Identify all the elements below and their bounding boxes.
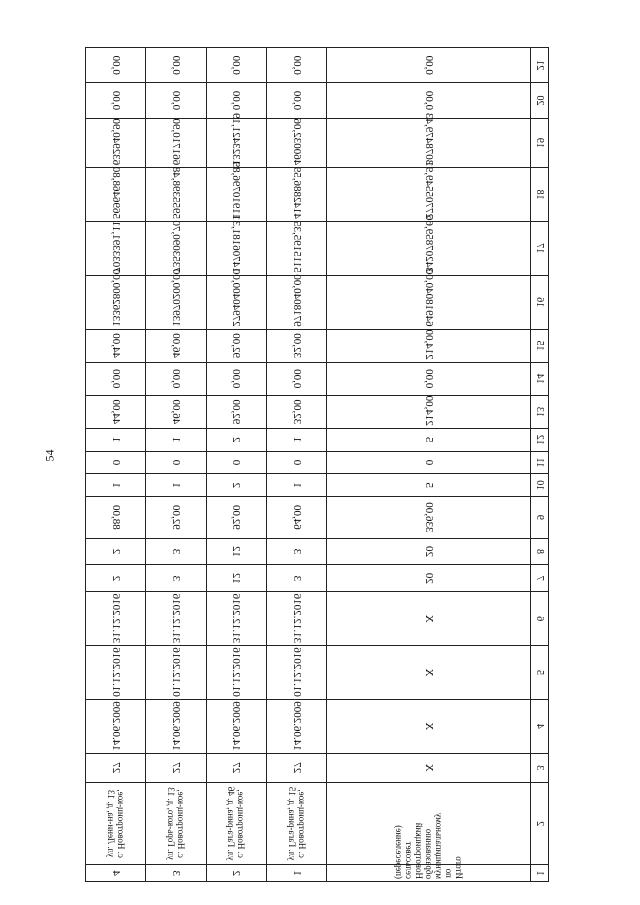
cell-col-13: 44,00: [86, 395, 146, 428]
cell-col-7: 12: [206, 565, 266, 592]
cell-col-19: 632940,90: [86, 118, 146, 168]
column-number-3: 3: [531, 753, 549, 782]
cell-col-15: 32,00: [266, 329, 326, 362]
cell-col-4: 14.06.2009: [266, 699, 326, 753]
column-number-21: 21: [531, 48, 549, 83]
column-number-20: 20: [531, 83, 549, 118]
cell-col-13: 46,00: [146, 395, 206, 428]
cell-col-12: 1: [86, 428, 146, 451]
cell-col-7: 2: [86, 565, 146, 592]
table-row: [146, 48, 206, 882]
cell-col-8: 3: [266, 538, 326, 565]
cell-col-9: 92,00: [206, 497, 266, 538]
cell-col-12: 1: [146, 428, 206, 451]
cell-col-17: 7033391,11: [86, 222, 146, 276]
cell-col-21: 0,00: [146, 48, 206, 83]
column-number-8: 8: [531, 538, 549, 565]
cell-col-4: 14.06.2009: [146, 699, 206, 753]
cell-col-20: 0,00: [327, 83, 531, 118]
cell-col-16: 64918040,00: [327, 275, 531, 329]
cell-col-15: 92,00: [206, 329, 266, 362]
cell-col-7: 20: [327, 565, 531, 592]
cell-col-1: 4: [86, 865, 146, 882]
cell-col-17: 34207859,66: [327, 222, 531, 276]
rotated-table-wrapper: [85, 47, 549, 882]
cell-col-21: 0,00: [327, 48, 531, 83]
column-number-2: 2: [531, 782, 549, 865]
cell-col-2: с. Новотроиц-кое, ул. Гага-рина, д. 15: [266, 782, 326, 865]
cell-col-5: 01.12.2016: [146, 646, 206, 700]
cell-col-14: 0,00: [327, 362, 531, 395]
header-row: [531, 48, 549, 882]
cell-col-5: 01.12.2016: [266, 646, 326, 700]
cell-col-4: 14.06.2009: [86, 699, 146, 753]
cell-col-20: 0,00: [146, 83, 206, 118]
cell-col-14: 0,00: [206, 362, 266, 395]
cell-col-1: 3: [146, 865, 206, 882]
cell-col-10: 1: [86, 474, 146, 497]
cell-col-13: 214,00: [327, 395, 531, 428]
cell-col-13: 32,00: [266, 395, 326, 428]
cell-col-7: 3: [266, 565, 326, 592]
page-number: 54: [42, 449, 57, 462]
cell-col-20: 0,00: [266, 83, 326, 118]
column-number-9: 9: [531, 497, 549, 538]
cell-col-3: 27: [146, 753, 206, 782]
cell-col-3: 27: [266, 753, 326, 782]
cell-col-4: 14.06.2009: [206, 699, 266, 753]
cell-col-18: 11910796,89: [206, 168, 266, 222]
cell-col-1: 2: [206, 865, 266, 882]
table-row: [86, 48, 146, 882]
cell-col-19: 3078479,43: [327, 118, 531, 168]
cell-col-18: 5696468,80: [86, 168, 146, 222]
cell-col-18: 27705549,91: [327, 168, 531, 222]
column-number-7: 7: [531, 565, 549, 592]
cell-col-18: 5955398,48: [146, 168, 206, 222]
cell-col-15: 44,00: [86, 329, 146, 362]
column-number-17: 17: [531, 222, 549, 276]
column-number-10: 10: [531, 474, 549, 497]
cell-col-10: 1: [146, 474, 206, 497]
column-number-19: 19: [531, 118, 549, 168]
column-number-15: 15: [531, 329, 549, 362]
cell-col-13: 92,00: [206, 395, 266, 428]
cell-col-14: 0,00: [266, 362, 326, 395]
data-table: [85, 47, 549, 882]
cell-col-3: 27: [86, 753, 146, 782]
cell-col-21: 0,00: [86, 48, 146, 83]
column-number-16: 16: [531, 275, 549, 329]
cell-col-19: 1323421,19: [206, 118, 266, 168]
table-row: [206, 48, 266, 882]
cell-col-4: X: [327, 699, 531, 753]
table-container: [85, 47, 549, 882]
column-number-1: 1: [531, 865, 549, 882]
cell-col-10: 1: [266, 474, 326, 497]
column-number-4: 4: [531, 699, 549, 753]
column-number-13: 13: [531, 395, 549, 428]
cell-col-5: 01.12.2016: [86, 646, 146, 700]
cell-col-17: 5115195,35: [266, 222, 326, 276]
cell-col-6: X: [327, 592, 531, 646]
column-number-12: 12: [531, 428, 549, 451]
cell-col-1: 1: [266, 865, 326, 882]
cell-col-16: 9718040,00: [266, 275, 326, 329]
cell-col-20: 0,00: [206, 83, 266, 118]
cell-col-6: 31.12.2016: [206, 592, 266, 646]
cell-col-9: 64,00: [266, 497, 326, 538]
cell-col-21: 0,00: [206, 48, 266, 83]
column-number-6: 6: [531, 592, 549, 646]
cell-col-11: 0: [86, 451, 146, 474]
cell-col-11: 0: [266, 451, 326, 474]
column-number-5: 5: [531, 646, 549, 700]
column-number-11: 11: [531, 451, 549, 474]
cell-col-6: 31.12.2016: [146, 592, 206, 646]
cell-col-5: X: [327, 646, 531, 700]
cell-col-11: 0: [327, 451, 531, 474]
cell-col-7: 3: [146, 565, 206, 592]
cell-col-15: 214,00: [327, 329, 531, 362]
cell-col-19: 661710,90: [146, 118, 206, 168]
cell-col-16: 13970200,00: [146, 275, 206, 329]
column-number-14: 14: [531, 362, 549, 395]
cell-col-8: 12: [206, 538, 266, 565]
cell-col-12: 1: [266, 428, 326, 451]
cell-col-2: с. Новотроиц-кое, ул. Лени-на, д. 13: [86, 782, 146, 865]
cell-col-14: 0,00: [86, 362, 146, 395]
table-body: [86, 48, 549, 882]
cell-col-1: Итого по муниципальному образованию Новотроицкий сельсовет (переселение): [327, 865, 531, 882]
cell-col-9: 336,00: [327, 497, 531, 538]
cell-col-21: 0,00: [266, 48, 326, 83]
cell-col-16: 13362800,00: [86, 275, 146, 329]
cell-col-11: 0: [146, 451, 206, 474]
cell-col-9: 88,00: [86, 497, 146, 538]
cell-col-17: 7353090,70: [146, 222, 206, 276]
cell-col-8: 2: [86, 538, 146, 565]
cell-col-6: 31.12.2016: [266, 592, 326, 646]
cell-col-10: 2: [206, 474, 266, 497]
cell-col-11: 0: [206, 451, 266, 474]
cell-col-2: с. Новотроиц-кое, ул. Гага-рина, д. 46: [206, 782, 266, 865]
cell-col-16: 27940400,00: [206, 275, 266, 329]
cell-col-5: 01.12.2016: [206, 646, 266, 700]
cell-col-17: 14706181,31: [206, 222, 266, 276]
column-number-18: 18: [531, 168, 549, 222]
table-row: [327, 48, 531, 882]
cell-col-9: 92,00: [146, 497, 206, 538]
cell-col-20: 0,00: [86, 83, 146, 118]
cell-col-3: X: [327, 753, 531, 782]
cell-col-8: 20: [327, 538, 531, 565]
cell-col-8: 3: [146, 538, 206, 565]
cell-col-12: 2: [206, 428, 266, 451]
cell-col-10: 5: [327, 474, 531, 497]
cell-col-3: 27: [206, 753, 266, 782]
cell-col-14: 0,00: [146, 362, 206, 395]
cell-col-15: 46,00: [146, 329, 206, 362]
cell-col-12: 5: [327, 428, 531, 451]
cell-col-6: 31.12.2016: [86, 592, 146, 646]
table-row: [266, 48, 326, 882]
cell-col-19: 460032,06: [266, 118, 326, 168]
cell-col-2: с. Новотроиц-кое, ул. Горь-кого, д. 13: [146, 782, 206, 865]
cell-col-18: 4142886,59: [266, 168, 326, 222]
